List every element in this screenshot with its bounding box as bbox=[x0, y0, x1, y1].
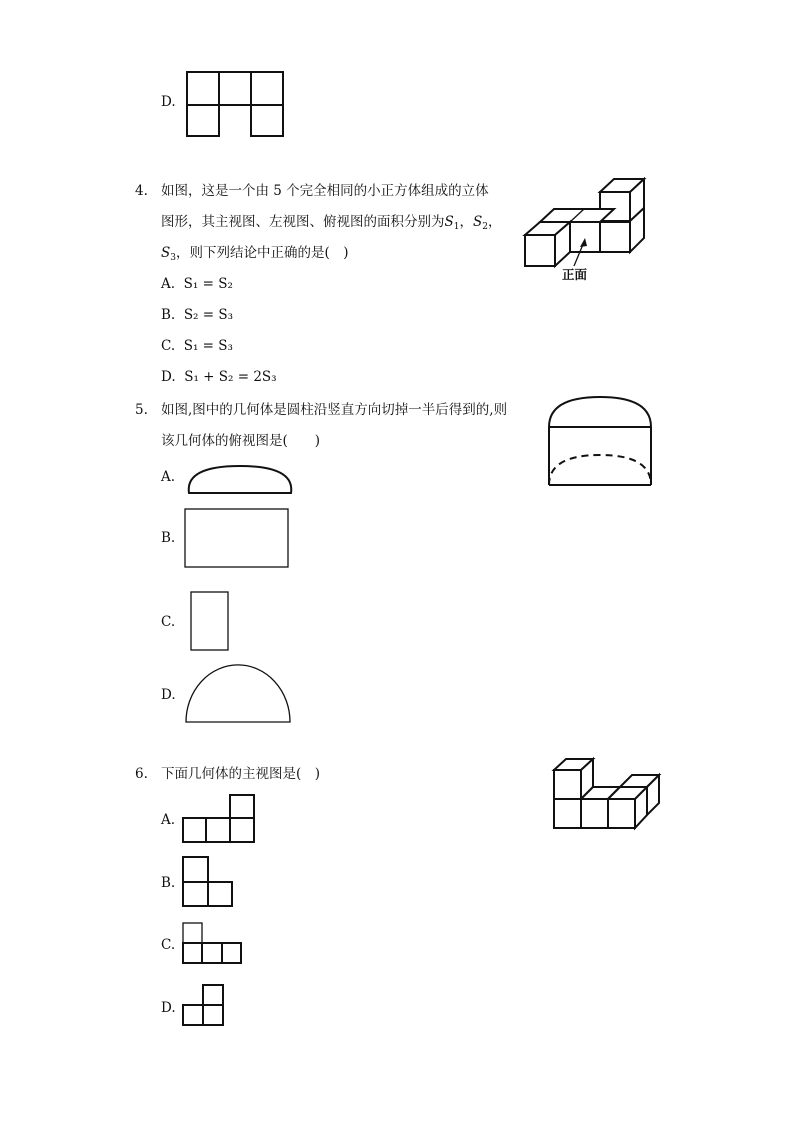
area-symbol-s3: $S_3$ bbox=[161, 245, 176, 263]
question-number: 6. bbox=[135, 766, 148, 782]
option-d-expr: S₁ + S₂ = 2S₃ bbox=[184, 369, 277, 385]
option-d[interactable] bbox=[161, 367, 277, 387]
option-b[interactable]: B. bbox=[161, 875, 176, 891]
option-c[interactable]: C. bbox=[161, 937, 176, 953]
q4-figure-label: 正面 bbox=[562, 267, 588, 282]
option-b[interactable] bbox=[161, 305, 233, 325]
question-number: 4. bbox=[135, 183, 148, 199]
option-c[interactable]: C. bbox=[161, 614, 176, 630]
option-a[interactable] bbox=[161, 274, 233, 294]
question-text-line3 bbox=[161, 243, 349, 268]
q5-half-cylinder-figure bbox=[546, 395, 656, 490]
question-number: 5. bbox=[135, 402, 148, 418]
option-a-figure[interactable] bbox=[182, 794, 258, 844]
option-c-label: C. bbox=[161, 338, 176, 354]
option-b-figure[interactable] bbox=[184, 508, 290, 570]
option-c-figure[interactable] bbox=[190, 591, 232, 653]
question-text-line2-main: 图形，其主视图、左视图、俯视图的面积分别为 bbox=[161, 214, 445, 230]
q4-cube-figure bbox=[522, 176, 647, 271]
area-symbols-s1-s2: $S_1$，$S_2$， bbox=[444, 214, 502, 232]
option-a-figure[interactable] bbox=[187, 460, 297, 496]
option-d[interactable]: D. bbox=[161, 687, 176, 703]
prev-option-d-figure bbox=[186, 70, 286, 140]
option-d-figure[interactable] bbox=[182, 984, 228, 1028]
option-b[interactable]: B. bbox=[161, 530, 176, 546]
question-text-line1: 如图,图中的几何体是圆柱沿竖直方向切掉一半后得到的,则 bbox=[161, 402, 508, 418]
question-text-line3-main: ，则下列结论中正确的是( ) bbox=[175, 245, 349, 261]
option-a[interactable]: A. bbox=[161, 469, 176, 485]
option-d-label: D. bbox=[161, 369, 176, 385]
q6-cube-figure bbox=[551, 757, 663, 832]
option-c-expr: S₁ = S₃ bbox=[183, 338, 233, 354]
option-a[interactable]: A. bbox=[161, 812, 176, 828]
option-d[interactable]: D. bbox=[161, 1000, 176, 1016]
question-text-line2 bbox=[161, 212, 501, 237]
option-b-figure[interactable] bbox=[182, 856, 236, 908]
option-c-figure[interactable] bbox=[182, 922, 246, 966]
option-b-label: B. bbox=[161, 307, 176, 323]
option-d-figure[interactable] bbox=[184, 664, 294, 726]
question-text-line2: 该几何体的俯视图是( ) bbox=[161, 433, 321, 449]
option-c[interactable] bbox=[161, 336, 233, 356]
prev-option-d-label: D. bbox=[161, 94, 176, 110]
question-text-line1: 下面几何体的主视图是( ) bbox=[161, 766, 321, 782]
question-text-line1: 如图，这是一个由 5 个完全相同的小正方体组成的立体 bbox=[161, 183, 489, 199]
option-a-label: A. bbox=[161, 276, 176, 292]
option-a-expr: S₁ = S₂ bbox=[183, 276, 233, 292]
option-b-expr: S₂ = S₃ bbox=[183, 307, 234, 323]
